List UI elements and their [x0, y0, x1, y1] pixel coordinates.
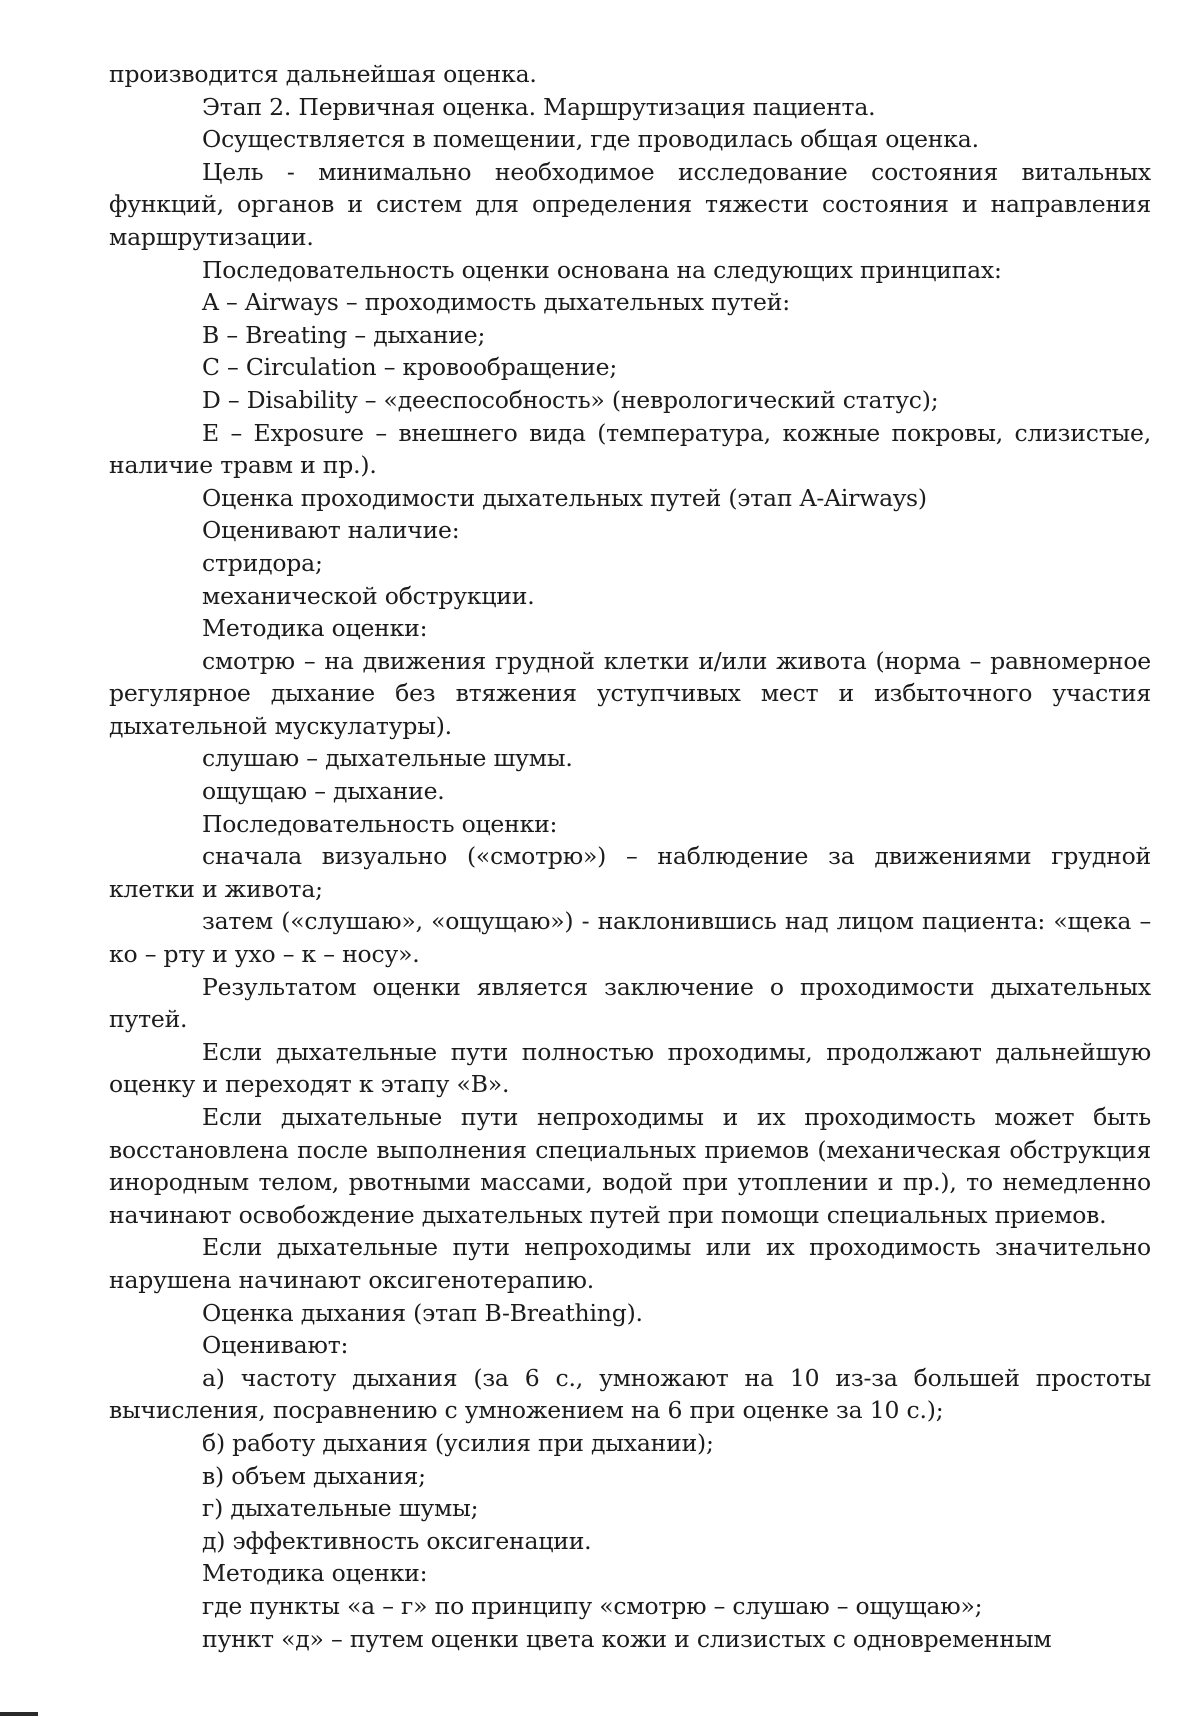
paragraph: Если дыхательные пути полностью проходимы, продолжают дальнейшую оценку и переходят к этапу «B».: [109, 1037, 1151, 1099]
paragraph: сначала визуально («смотрю») – наблюдение за движениями грудной клетки и живота;: [109, 842, 1151, 903]
section-heading: Оценка дыхания (этап B-Breathing).: [202, 1298, 643, 1327]
stage-heading: Этап 2. Первичная оценка. Маршрутизация пациента.: [202, 92, 876, 121]
paragraph: Результатом оценки является заключение о проходимости дыхательных путей.: [109, 972, 1151, 1034]
list-item: г) дыхательные шумы;: [202, 1494, 479, 1523]
list-item: E – Exposure – внешнего вида (температура, кожные покровы, слизистые, наличие травм и пр.).: [109, 418, 1151, 480]
paragraph: Оценивают наличие:: [202, 516, 460, 545]
paragraph: Последовательность оценки основана на следующих принципах:: [202, 255, 1002, 284]
section-heading: Оценка проходимости дыхательных путей (этап A-Airways): [202, 483, 927, 512]
list-item: б) работу дыхания (усилия при дыхании);: [202, 1428, 714, 1457]
paragraph: затем («слушаю», «ощущаю») - наклонившись над лицом пациента: «щека – ко – рту и ухо – к – носу».: [109, 907, 1151, 969]
paragraph: слушаю – дыхательные шумы.: [202, 744, 573, 773]
scan-edge-mark: [0, 1712, 38, 1716]
list-item: в) объем дыхания;: [202, 1461, 426, 1490]
paragraph-continuation: производится дальнейшая оценка.: [109, 60, 537, 88]
list-item: A – Airways – проходимость дыхательных путей:: [202, 288, 790, 317]
paragraph: Если дыхательные пути непроходимы или их проходимость значительно нарушена начинают оксигенотерапию.: [109, 1233, 1151, 1294]
paragraph: где пункты «а – г» по принципу «смотрю – слушаю – ощущаю»;: [202, 1591, 983, 1620]
paragraph: Методика оценки:: [202, 614, 428, 643]
paragraph: Методика оценки:: [202, 1559, 428, 1588]
list-item: д) эффективность оксигенации.: [202, 1526, 592, 1555]
paragraph: Оценивают:: [202, 1331, 349, 1360]
paragraph: смотрю – на движения грудной клетки и/или живота (норма – равномерное регулярное дыхание без втяжения уступчивых мест и избыточного участия дыхательной мускулатуры).: [109, 646, 1151, 740]
list-item: а) частоту дыхания (за 6 с., умножают на 10 из-за большей простоты вычисления, посравнению с умножением на 6 при оценке за 10 с.);: [109, 1363, 1151, 1425]
list-item: механической обструкции.: [202, 581, 535, 610]
paragraph: Цель - минимально необходимое исследование состояния витальных функций, органов и систем для определения тяжести состояния и направления маршрутизации.: [109, 157, 1151, 251]
list-item: D – Disability – «дееспособность» (неврологический статус);: [202, 385, 939, 414]
document-body: [109, 58, 1151, 1655]
paragraph: Если дыхательные пути непроходимы и их проходимость может быть восстановлена после выполнения специальных приемов (механическая обструкция инородным телом, рвотными массами, водой при утоплении и пр.), то немедленно начинают освобождение дыхательных путей при помощи специальных приемов.: [109, 1103, 1151, 1229]
list-item: B – Breating – дыхание;: [202, 320, 486, 349]
list-item: C – Circulation – кровообращение;: [202, 353, 618, 382]
paragraph: Последовательность оценки:: [202, 809, 558, 838]
paragraph: Осуществляется в помещении, где проводилась общая оценка.: [202, 125, 979, 154]
paragraph: ощущаю – дыхание.: [202, 777, 445, 806]
list-item: стридора;: [202, 548, 323, 577]
paragraph: пункт «д» – путем оценки цвета кожи и слизистых с одновременным: [202, 1624, 1052, 1653]
